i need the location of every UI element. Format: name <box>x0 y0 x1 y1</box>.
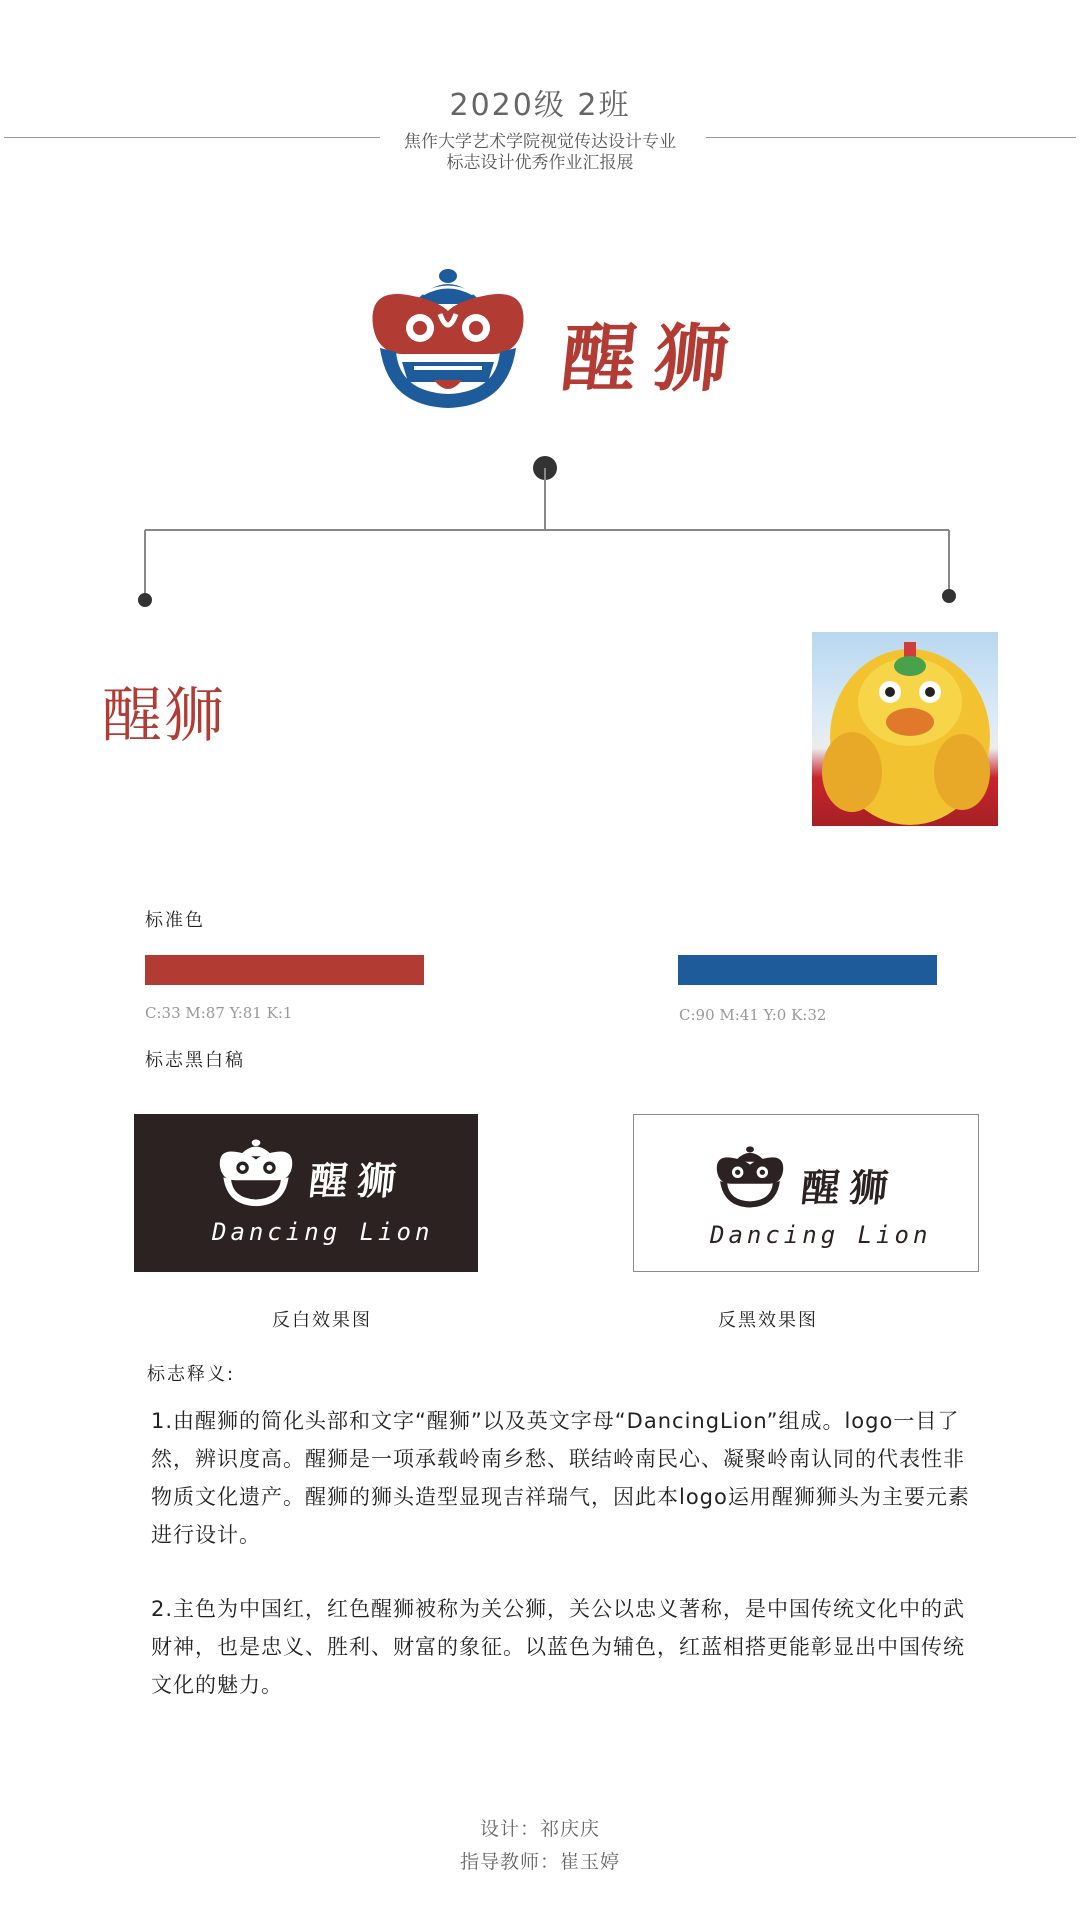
explanation-paragraph-1: 1.由醒狮的简化头部和文字“醒狮”以及英文字母“DancingLion”组成。logo一目了然，辨识度高。醒狮是一项承载岭南乡愁、联结岭南民心、凝聚岭南认同的代表性非物质文化遗产。醒狮的狮头造型显现吉祥瑞气，因此本logo运用醒狮狮头为主要元素进行设计。 <box>151 1409 970 1547</box>
logo-wordmark: 醒狮 <box>557 316 751 402</box>
teacher-credit: 指导教师：崔玉婷 <box>459 1851 620 1873</box>
lion-head-logo-icon <box>368 266 528 416</box>
standard-color-label: 标准色 <box>145 910 205 931</box>
red-color-swatch <box>145 955 424 985</box>
reverse-white-logo-box <box>134 1114 478 1272</box>
reverse-black-caption: 反黑效果图 <box>718 1310 818 1331</box>
blue-cmyk-value: C:90 M:41 Y:0 K:32 <box>679 1006 827 1024</box>
reverse-black-logo-box <box>633 1114 979 1272</box>
bw-section-label: 标志黑白稿 <box>145 1050 245 1071</box>
reverse-white-caption: 反白效果图 <box>272 1310 372 1331</box>
lion-head-black-icon <box>714 1145 786 1211</box>
explanation-label: 标志释义: <box>147 1364 236 1385</box>
logo-serif-name: 醒狮 <box>102 681 226 751</box>
exhibition-subtitle: 标志设计优秀作业汇报展 <box>446 153 634 173</box>
bw-dark-english-name: Dancing Lion <box>212 1218 434 1246</box>
designer-credit: 设计：祁庆庆 <box>479 1818 600 1840</box>
explanation-paragraph-2: 2.主色为中国红，红色醒狮被称为关公狮，关公以忠义著称，是中国传统文化中的武财神，也是忠义、胜利、财富的象征。以蓝色为辅色，红蓝相搭更能彰显出中国传统文化的魅力。 <box>151 1597 966 1697</box>
lion-dance-photo <box>812 632 998 826</box>
red-cmyk-value: C:33 M:87 Y:81 K:1 <box>145 1004 293 1022</box>
bw-light-wordmark: 醒狮 <box>799 1165 901 1210</box>
bw-dark-wordmark: 醒狮 <box>307 1158 409 1203</box>
bw-light-english-name: Dancing Lion <box>710 1221 932 1249</box>
blue-color-swatch <box>678 955 937 985</box>
school-subtitle: 焦作大学艺术学院视觉传达设计专业 <box>404 132 676 152</box>
class-title: 2020级 2班 <box>449 88 631 123</box>
lion-head-white-icon <box>216 1138 296 1210</box>
connector-diagram <box>0 450 1080 610</box>
